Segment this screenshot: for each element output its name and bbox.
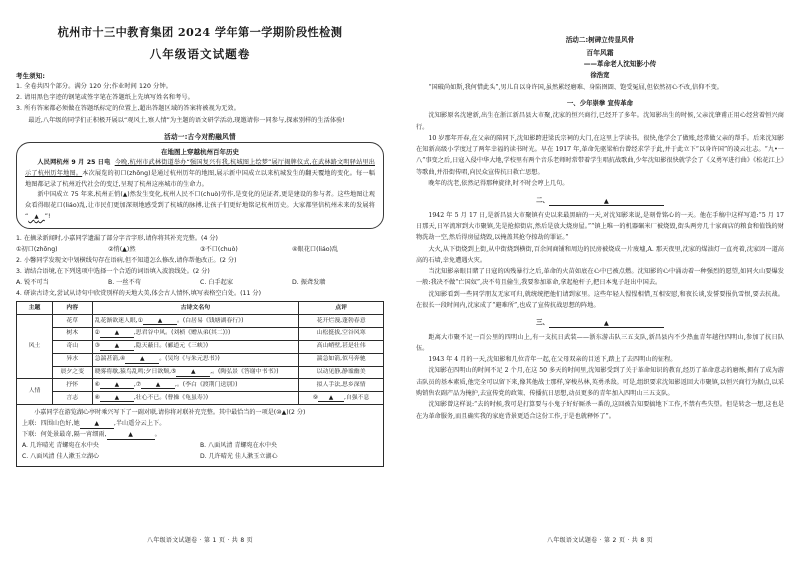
header-note: 点评 xyxy=(299,302,384,315)
q1-option-3: ③不口(chuò) xyxy=(200,245,238,253)
section-1-paragraph: 10 岁那年开春,在父亲的陪同下,沈知影跨进梁氏宗祠的大门,在这里上学读书。很快,他学会了做账,经常做父亲的帮手。后来沈知影在知新高级小学度过了两年幸福的读书时光。早在 1917 年,革命先驱梁柏台曾经求学于此,并于此立下“以身许国”的凌云壮志。“九•一八”事变之后,日寇入侵中华大地,学校里有两个音乐老师时常带着学生唱抗战歌曲,少年沈知影很快就学会了《义勇军进行曲》《松花江上》等歌曲,并沿街传唱,向民众宣传抗日救亡思想。 xyxy=(416,134,784,176)
cell-content: 晨夕之变 xyxy=(53,366,93,379)
table-row xyxy=(17,353,384,366)
couplet-option-b: B. 八面风清 青螺宛在水中央 xyxy=(200,441,278,449)
table-row xyxy=(17,340,384,353)
blank-index: ⑧ xyxy=(94,394,100,401)
line-post: ,。(李白《渡荆门送别》) xyxy=(175,381,238,388)
note-text: ,自强不息 xyxy=(344,394,370,401)
couplet-options-row-1 xyxy=(22,441,378,452)
section-3-paragraph: 1943 年 4 月的一天,沈知影和几位青年一起,在父母双亲的目送下,踏上了去四明山的征程。 xyxy=(428,356,677,364)
cell-line xyxy=(92,392,299,405)
blank-index: ⑤ xyxy=(171,369,177,376)
footer-page-2: 八年级语文试题卷 · 第 2 页 · 共 8 页 xyxy=(547,537,653,544)
cell-line xyxy=(92,353,299,366)
couplet-upper-post: ,半山遥分云上下。 xyxy=(113,419,166,427)
section-1-paragraph: 晚年的沈老,依然记得那种旋律,时不时会哼上几句。 xyxy=(428,179,569,187)
answer-blank[interactable]: ▲ xyxy=(100,330,134,337)
couplet-upper-label: 上联: xyxy=(22,419,37,427)
notice-intro: 最近,八年级的同学们正积极开展以“观风土,察人情”为主题的语文研学活动,现邀请你一同参与,探索别样的生活体验! xyxy=(28,117,345,125)
biography-author: 徐浩宽 xyxy=(590,71,610,79)
section-heading-1: 一、少年崇拳 宣传革命 xyxy=(566,99,634,108)
section-heading-2 xyxy=(416,195,784,205)
cell-content: 言志 xyxy=(53,392,93,405)
cell-content: 异水 xyxy=(53,353,93,366)
answer-blank[interactable]: ▲ xyxy=(549,320,664,327)
news-wave-blank: ▲ xyxy=(34,214,39,221)
answer-blank[interactable]: ▲ xyxy=(143,318,177,325)
section-2-paragraph: 大火,从下街烧到上街,从中街烧到横街,百余间商铺和周边的民房被烧成一片废墟,A. 那天夜里,沈家的煤油灯一直亮着,沈家因一道高高的石墙,幸免遭遇火灾。 xyxy=(416,245,784,264)
page-title: 杭州市十三中教育集团 2024 学年第一学期阶段性检测 xyxy=(57,25,343,39)
couplet-box xyxy=(16,405,384,467)
section-heading-3 xyxy=(416,317,784,327)
blank-index: ① xyxy=(137,317,143,324)
biography-sub-title: ——革命老人沈知影小传 xyxy=(583,60,657,68)
answer-blank[interactable]: ▲ xyxy=(318,395,344,402)
question-1-options xyxy=(16,244,384,255)
answer-blank[interactable]: ▲ xyxy=(107,432,155,440)
question-2: 2. 小馨同学发现文中划横线句存在语病,但不知道怎么修改,请你帮他改正。(2 分) xyxy=(16,257,237,264)
blank-index: ⑨ xyxy=(312,394,319,401)
section-1-paragraph: 沈知影原名沈建新,出生在浙江新昌县大市聚,沈家的恒兴商行,已经开了多年。沈知影出生的时候,父亲沈肇甫正用心经营着恒兴商行。 xyxy=(416,112,784,131)
section-2-paragraph: 当沈知影亲眼目睹了日寇的凶残暴行之后,革命的火苗如底在心中已被点燃。沈知影的心中涌动着一种强烈的愿望,如同火山要爆发一般:我决不做“亡国奴”,决不苟且偷生,我要参加革命,拿起枪杆子,把日本鬼子赶出中国去。 xyxy=(416,268,784,287)
cell-line xyxy=(92,327,299,340)
cell-note: 湍急如箭,似马奔驰 xyxy=(299,353,384,366)
table-header-row xyxy=(17,302,384,315)
answer-blank[interactable]: ▲ xyxy=(80,421,114,429)
couplet-lower-pre: 何处景最奇,隔一宵细雨, xyxy=(40,430,107,438)
line-post: 。(白居易《钱塘湖春行》) xyxy=(176,317,244,324)
cell-note: 拟人手法,思乡深情 xyxy=(299,379,384,392)
couplet-option-d: D. 几许晴光 佳人漱玉立湖心 xyxy=(200,452,278,460)
line-pre: 乱花渐欲迷人眼, xyxy=(94,317,138,324)
blank-index: ⑥ xyxy=(94,381,100,388)
q1-option-1: ①初口(zhōng) xyxy=(16,245,58,253)
cell-line xyxy=(92,315,299,328)
activity-one-title: 活动一:古今对酌融风情 xyxy=(164,133,236,142)
couplet-lower-post: 。 xyxy=(154,430,161,438)
cell-content: 花草 xyxy=(53,315,93,328)
table-row xyxy=(17,379,384,392)
couplet-options-row-2 xyxy=(22,452,378,463)
cell-note: 以动见静,静谧幽美 xyxy=(299,366,384,379)
answer-blank[interactable]: ▲ xyxy=(100,395,134,402)
news-paragraph-1 xyxy=(25,158,375,190)
couplet-upper xyxy=(22,419,378,430)
table-row xyxy=(17,366,384,379)
biography-epigraph: “国破尚如斯,我何惜此头”,男儿自以身许国,虽然累经磨难、身陷囹圄、饱受冤屈,但依然初心不改,信仰不变。 xyxy=(428,84,723,91)
cell-content: 树木 xyxy=(53,327,93,340)
question-3-options xyxy=(16,277,384,288)
news-headline: 在地图上穿越杭州百年历史 xyxy=(161,148,239,157)
page-2 xyxy=(400,0,800,566)
triangle-blank-icon: ▲ xyxy=(122,192,128,199)
news-paragraph-1-rest: 本次展览的初口(zhōng)是通过杭州历年的地图,展示新中国成立以来杭城发生的翻天覆地的变化。每一幅地图都记录了杭州近代社会的变迁,呈现了杭州这座城市的生命力。 xyxy=(25,169,375,188)
notice-heading: 考生须知: xyxy=(16,72,46,81)
answer-blank[interactable]: ▲ xyxy=(100,343,134,350)
news-paragraph-2 xyxy=(25,190,375,222)
couplet-option-c: C. 八面风清 佳人漱玉立湖心 xyxy=(22,452,100,460)
cell-note: 高山峭壁,甚是壮伟 xyxy=(299,340,384,353)
page-subtitle: 八年级语文试题卷 xyxy=(149,47,251,62)
blank-index: ② xyxy=(94,330,100,337)
q1-option-4: ④眼花口(liáo)乱 xyxy=(292,245,339,253)
header-line: 古诗文名句 xyxy=(92,302,299,315)
answer-blank[interactable]: ▲ xyxy=(100,382,134,389)
section-2-paragraph: 沈知影看到一些同学朋友无家可归,就统统把他们请到家里。这些年轻人惺惺相惜,互相安慰,和夜长谈,发誓要报仇雪恨,要去抗战。在很长一段时间内,沈家成了“避难所”,也成了宣传抗战思想的阵地。 xyxy=(416,290,784,309)
activity-two-title: 活动二:树碑立传显风骨 xyxy=(565,36,635,44)
section-3-paragraph: 沈知影在四明山的时间不足 2 个月,在这 50 多天的时间里,沈知影受到了关于革命知识的教育,经历了革命意志的磨炼,拥有了成为游击队员的基本素质,他完全可以留下来,像其他战士那样,穿梭丛林,英勇杀敌。可是,组织要求沈知影返回大市聚镇,以恒兴商行为据点,以采购销售农副产品为掩护,去宣传党的政策、传播抗日思想,动员更多的青年加入四明山三五支队。 xyxy=(416,367,784,397)
couplet-intro: 小嘉同学在游览湖心亭时乘兴写下了一副对联,请你将对联补充完整。其中最恰当的一项是(⑩▲)(2 分) xyxy=(34,409,306,417)
cell-line xyxy=(92,340,299,353)
couplet-lower xyxy=(22,430,378,441)
news-p2-a: 新中国成立 75 年来,杭州正悄( xyxy=(37,191,123,199)
couplet-upper-pre: 四围山色好,她 xyxy=(40,419,80,427)
table-row xyxy=(17,392,384,405)
cell-theme-fengtu: 风土 xyxy=(17,315,53,379)
answer-blank[interactable]: ▲ xyxy=(141,382,175,389)
header-theme: 主题 xyxy=(17,302,53,315)
biography-main-title: 百年风霜 xyxy=(586,49,614,57)
cell-content: 抒怀 xyxy=(53,379,93,392)
table-row xyxy=(17,315,384,328)
news-p2-c: ”! xyxy=(44,213,51,221)
header-content: 内容 xyxy=(53,302,93,315)
news-p2-b: )然发生变化,杭州人民不口(chuò)劳作,是变化的见证者,更是建设的参与者。这些地图让观众看得眼花口(liáo)乱,让市民们更加深刻地感受到了杭城的脉搏,让孩子们更好地铭记杭州历史。大家都坚信杭州未来的发展将“ xyxy=(25,191,376,221)
question-3: 3. 请结合语境,在下列选项中选择一个合适的词语填入波浪线处。(2 分) xyxy=(16,268,210,276)
table-row xyxy=(17,327,384,340)
answer-blank[interactable]: ▲ xyxy=(176,369,210,376)
couplet-lower-label: 下联: xyxy=(22,430,37,438)
news-box xyxy=(16,142,384,229)
blank-index: ④ xyxy=(120,356,126,363)
line-post: ,隐天蔽日。(郦道元《三峡》) xyxy=(133,343,209,350)
cell-line: ⑥ ▲ ,⑦ ▲ ,。(李白《渡荆门送别》) xyxy=(92,379,299,392)
question-4: 4. 研读古诗文,尝试从诗句中欣赏别样的天地大美,体会古人情怀,填写表格空白处。(11 分) xyxy=(16,290,261,298)
q3-option-b: B. 一丝不苟 xyxy=(108,279,141,287)
section-3-label: 三、 xyxy=(536,318,549,327)
q3-option-a: A. 锐不可当 xyxy=(16,279,49,287)
blank-index: ③ xyxy=(94,343,100,350)
q3-option-c: C. 白手起家 xyxy=(200,279,234,287)
q1-option-2: ②悄(▲)然 xyxy=(108,245,136,253)
news-lead: 人民网杭州 9 月 25 日电 xyxy=(37,159,111,167)
section-3-paragraph: 沈知影曾这样说:“去的时候,我可是打算要与小鬼子好好厮杀一番的,这回被告知要搞地下工作,不禁有些失望。但是转念一想,这也是在为革命服务,而且确实我的家庭背景更适合这份工作,于是也就释怀了”。 xyxy=(416,401,784,420)
couplet-option-a: A. 几许晴光 青螺宛在水中央 xyxy=(22,441,99,449)
section-2-paragraph: 1942 年 5 月 17 日,是新昌县大市聚镇有史以来最黑暗的一天,对沈知影来说,是刻骨铭心的一天。他在手稿中这样写道:“5 月 17 日那天,日军流窜到大市聚镇,先是抢掠街店,然后是放大烧房屋。”“镇上唯一的机器碾米厂被烧毁,街头两旁几十家商店的粮食和值钱的财物洗劫一空,然后得房屋烧毁,以掩盖其抢夺掠劫的罪证。” xyxy=(416,211,784,242)
notice-item: 2. 请用黑色字迹的钢笔或签字笔在答题纸上先填写姓名和考号。 xyxy=(16,94,194,102)
section-2-label: 二、 xyxy=(536,196,549,205)
question-1: 1. 在摘录新闻时,小嘉同学遗漏了部分字音字形,请你将其补充完整。(4 分) xyxy=(16,234,218,242)
line-post: 。(吴均《与朱元思书》) xyxy=(159,356,220,363)
cell-theme-renqing: 人情 xyxy=(17,379,53,405)
notice-item: 3. 所有答案都必须做在答题纸标定的位置上,超出答题区域的答案将被视为无效。 xyxy=(16,104,241,112)
notice-item: 1. 全卷共四个部分。满分 120 分;作业时间 120 分钟。 xyxy=(16,83,173,91)
poem-table xyxy=(16,301,384,405)
line-post: ,壮心不已。(曹操《龟虽寿》) xyxy=(133,394,209,401)
line-post: ,思君谷中风。(刘桢《赠从弟(其二)》) xyxy=(133,330,231,337)
answer-blank[interactable]: ▲ xyxy=(125,356,159,363)
footer-page-1: 八年级语文试题卷 · 第 1 页 · 共 8 页 xyxy=(147,537,253,544)
cell-note: 花开烂漫,蓬勃春意 xyxy=(299,315,384,328)
line-pre: 晓雾将歇,猿鸟乱鸣;夕日欲颓, xyxy=(94,369,171,376)
blank-index-2: ⑦ xyxy=(135,381,142,388)
cell-note: 山松挺拔,空谷风寒 xyxy=(299,327,384,340)
line-post: ,。(陶弘景《答谢中书书》) xyxy=(210,369,279,376)
cell-content: 奇山 xyxy=(53,340,93,353)
news-underlined-sentence: 今晚,杭州市武林街道举办“强国复兴有我,杭城图上绘梦”展厅揭牌仪式,在武林路文明驿站里出示了杭州历年地图。 xyxy=(25,159,375,177)
cell-note xyxy=(299,392,384,405)
cell-line xyxy=(92,366,299,379)
q3-option-d: D. 振聋发聩 xyxy=(292,279,326,287)
section-3-paragraph: 距离大市聚不足一百公里的四明山上,有一支抗日武装——浙东游击队三五支队,新昌县内不少热血青年越往四明山,参加了抗日队伍。 xyxy=(416,333,784,352)
line-pre: 急湍甚箭, xyxy=(94,356,121,363)
answer-blank[interactable]: ▲ xyxy=(549,198,664,205)
